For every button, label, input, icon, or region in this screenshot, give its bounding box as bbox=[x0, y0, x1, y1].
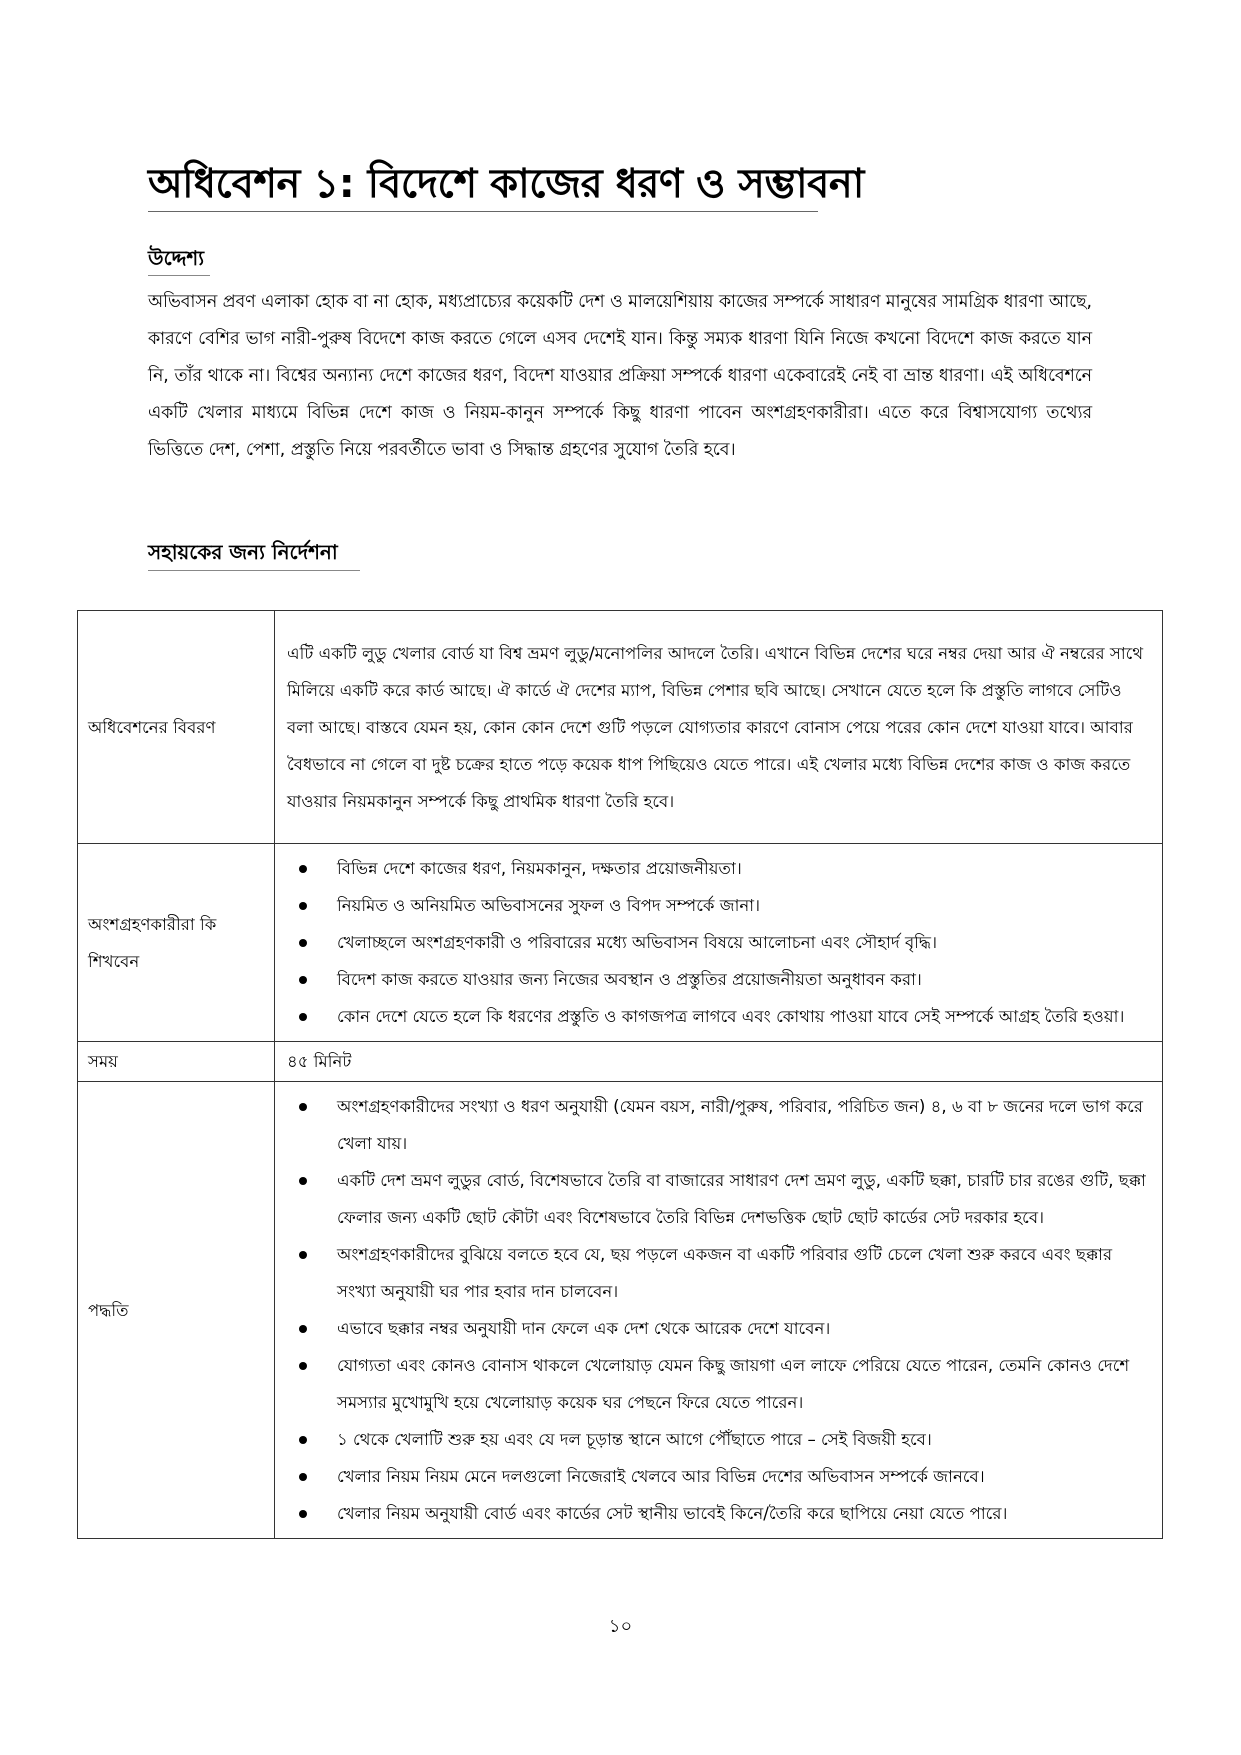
title-underline bbox=[148, 211, 818, 212]
list-item: এভাবে ছক্কার নম্বর অনুযায়ী দান ফেলে এক দেশ থেকে আরেক দেশে যাবেন। bbox=[287, 1310, 1150, 1347]
method-list bbox=[287, 1088, 1150, 1532]
list-item: খেলাচ্ছলে অংশগ্রহণকারী ও পরিবারের মধ্যে অভিবাসন বিষয়ে আলোচনা এবং সৌহার্দ বৃদ্ধি। bbox=[287, 924, 1150, 961]
list-item: ১ থেকে খেলাটি শুরু হয় এবং যে দল চূড়ান্ত স্থানে আগে পৌঁছাতে পারে – সেই বিজয়ী হবে। bbox=[287, 1421, 1150, 1458]
list-item: খেলার নিয়ম অনুযায়ী বোর্ড এবং কার্ডের সেট স্থানীয় ভাবেই কিনে/তৈরি করে ছাপিয়ে নেয়া যেতে পারে। bbox=[287, 1495, 1150, 1532]
bullet-icon bbox=[299, 1013, 307, 1021]
table-row bbox=[78, 1082, 1163, 1539]
page-number: ১০ bbox=[608, 1616, 633, 1637]
bullet-icon bbox=[299, 1436, 307, 1444]
bullet-icon bbox=[299, 1251, 307, 1259]
list-item: অংশগ্রহণকারীদের সংখ্যা ও ধরণ অনুযায়ী (যেমন বয়স, নারী/পুরুষ, পরিবার, পরিচিত জন) ৪, ৬ বা ৮ জনের দলে ভাগ করে খেলা যায়। bbox=[287, 1088, 1150, 1162]
row-label-method: পদ্ধতি bbox=[78, 1082, 275, 1539]
list-item: কোন দেশে যেতে হলে কি ধরণের প্রস্তুতি ও কাগজপত্র লাগবে এবং কোথায় পাওয়া যাবে সেই সম্পর্কে আগ্রহ তৈরি হওয়া। bbox=[287, 998, 1150, 1035]
bullet-icon bbox=[299, 1473, 307, 1481]
facilitator-guide-table bbox=[77, 610, 1163, 1539]
bullet-icon bbox=[299, 1177, 307, 1185]
table-row bbox=[78, 844, 1163, 1042]
table-row bbox=[78, 1042, 1163, 1082]
bullet-icon bbox=[299, 939, 307, 947]
session-description-text: এটি একটি লুডু খেলার বোর্ড যা বিশ্ব ভ্রমণ লুডু/মনোপলির আদলে তৈরি। এখানে বিভিন্ন দেশের ঘরে নম্বর দেয়া আর ঐ নম্বরের সাথে মিলিয়ে একটি করে কার্ড আছে। ঐ কার্ডে ঐ দেশের ম্যাপ, বিভিন্ন পেশার ছবি আছে। সেখানে যেতে হলে কি প্রস্তুতি লাগবে সেটিও বলা আছে। বাস্তবে যেমন হয়, কোন কোন দেশে গুটি পড়লে যোগ্যতার কারণে বোনাস পেয়ে পরের কোন দেশে যাওয়া যাবে। আবার বৈধভাবে না গেলে বা দুষ্ট চক্রের হাতে পড়ে কয়েক ধাপ পিছিয়েও যেতে পারে। এই খেলার মধ্যে বিভিন্ন দেশের কাজ ও কাজ করতে যাওয়ার নিয়মকানুন সম্পর্কে কিছু প্রাথমিক ধারণা তৈরি হবে। bbox=[275, 611, 1163, 844]
row-label-learning-outcomes: অংশগ্রহণকারীরা কি শিখবেন bbox=[78, 844, 275, 1042]
bullet-icon bbox=[299, 1103, 307, 1111]
list-item: বিভিন্ন দেশে কাজের ধরণ, নিয়মকানুন, দক্ষতার প্রয়োজনীয়তা। bbox=[287, 850, 1150, 887]
bullet-icon bbox=[299, 1325, 307, 1333]
bullet-icon bbox=[299, 865, 307, 873]
bullet-icon bbox=[299, 1362, 307, 1370]
method-cell bbox=[275, 1082, 1163, 1539]
row-label-time: সময় bbox=[78, 1042, 275, 1082]
list-item: যোগ্যতা এবং কোনও বোনাস থাকলে খেলোয়াড় যেমন কিছু জায়গা এল লাফে পেরিয়ে যেতে পারেন, তেমনি কোনও দেশে সমস্যার মুখোমুখি হয়ে খেলোয়াড় কয়েক ঘর পেছনে ফিরে যেতে পারেন। bbox=[287, 1347, 1150, 1421]
objective-heading-underline bbox=[148, 275, 210, 276]
row-label-session-description: অধিবেশনের বিবরণ bbox=[78, 611, 275, 844]
list-item: খেলার নিয়ম নিয়ম মেনে দলগুলো নিজেরাই খেলবে আর বিভিন্ন দেশের অভিবাসন সম্পর্কে জানবে। bbox=[287, 1458, 1150, 1495]
list-item: একটি দেশ ভ্রমণ লুডুর বোর্ড, বিশেষভাবে তৈরি বা বাজারের সাধারণ দেশ ভ্রমণ লুডু, একটি ছক্কা, চারটি চার রঙের গুটি, ছক্কা ফেলার জন্য একটি ছোট কৌটা এবং বিশেষভাবে তৈরি বিভিন্ন দেশভত্তিক ছোট ছোট কার্ডের সেট দরকার হবে। bbox=[287, 1162, 1150, 1236]
bullet-icon bbox=[299, 1510, 307, 1518]
learning-outcomes-list bbox=[287, 850, 1150, 1035]
facilitator-heading-underline bbox=[148, 570, 360, 571]
learning-outcomes-cell bbox=[275, 844, 1163, 1042]
objective-paragraph bbox=[148, 284, 1092, 469]
list-item: নিয়মিত ও অনিয়মিত অভিবাসনের সুফল ও বিপদ সম্পর্কে জানা। bbox=[287, 887, 1150, 924]
list-item: বিদেশ কাজ করতে যাওয়ার জন্য নিজের অবস্থান ও প্রস্তুতির প্রয়োজনীয়তা অনুধাবন করা। bbox=[287, 961, 1150, 998]
objective-heading: উদ্দেশ্য bbox=[148, 246, 205, 270]
time-value: ৪৫ মিনিট bbox=[275, 1042, 1163, 1082]
objective-text: অভিবাসন প্রবণ এলাকা হোক বা না হোক, মধ্যপ্রাচ্যের কয়েকটি দেশ ও মালয়েশিয়ায় কাজের সম্পর্কে সাধারণ মানুষের সামগ্রিক ধারণা আছে, কারণে বেশির ভাগ নারী-পুরুষ বিদেশে কাজ করতে গেলে এসব দেশেই যান। কিন্তু সম্যক ধারণা যিনি নিজে কখনো বিদেশে কাজ করতে যান নি, তাঁর থাকে না। বিশ্বের অন্যান্য দেশে কাজের ধরণ, বিদেশ যাওয়ার প্রক্রিয়া সম্পর্কে ধারণা একেবারেই নেই বা ভ্রান্ত ধারণা। এই অধিবেশনে একটি খেলার মাধ্যমে বিভিন্ন দেশে কাজ ও নিয়ম-কানুন সম্পর্কে কিছু ধারণা পাবেন অংশগ্রহণকারীরা। এতে করে বিশ্বাসযোগ্য তথ্যের ভিত্তিতে দেশ, পেশা, প্রস্তুতি নিয়ে পরবর্তীতে ভাবা ও সিদ্ধান্ত গ্রহণের সুযোগ তৈরি হবে। bbox=[148, 292, 1092, 460]
table-row bbox=[78, 611, 1163, 844]
bullet-icon bbox=[299, 976, 307, 984]
page-title: অধিবেশন ১: বিদেশে কাজের ধরণ ও সম্ভাবনা bbox=[148, 161, 864, 207]
list-item: অংশগ্রহণকারীদের বুঝিয়ে বলতে হবে যে, ছয় পড়লে একজন বা একটি পরিবার গুটি চেলে খেলা শুরু করবে এবং ছক্কার সংখ্যা অনুযায়ী ঘর পার হবার দান চালবেন। bbox=[287, 1236, 1150, 1310]
bullet-icon bbox=[299, 902, 307, 910]
facilitator-heading: সহায়কের জন্য নির্দেশনা bbox=[148, 540, 338, 564]
